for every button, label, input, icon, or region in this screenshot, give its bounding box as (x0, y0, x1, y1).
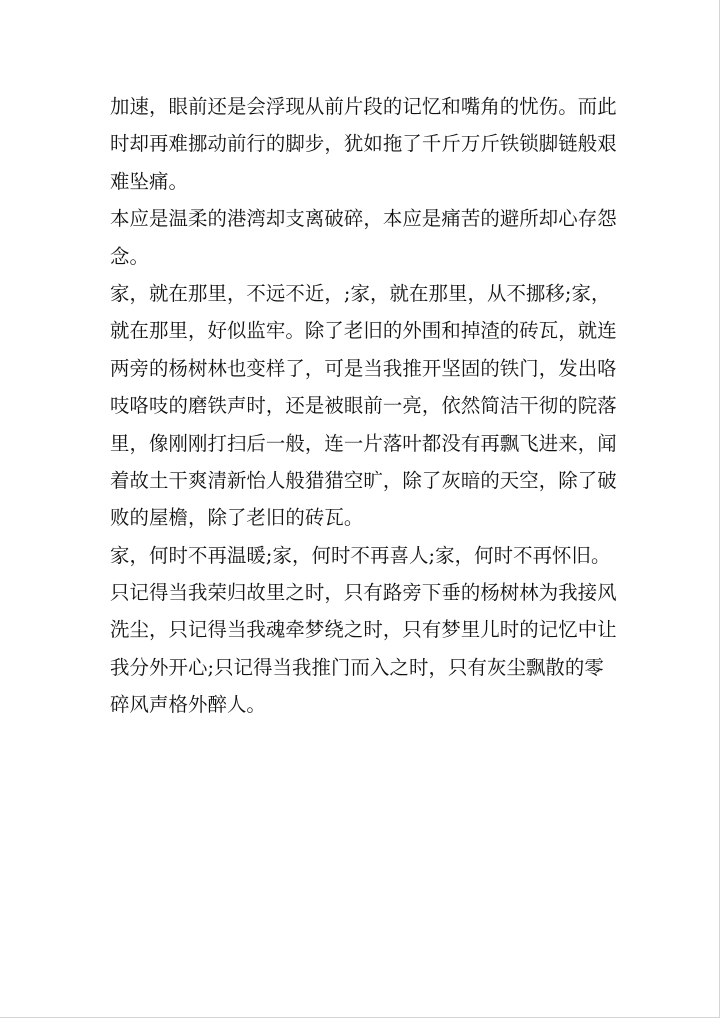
text-line: 洗尘，只记得当我魂牵梦绕之时，只有梦里儿时的记忆中让 (110, 618, 617, 642)
text-line: 就在那里，好似监牢。除了老旧的外围和掉渣的砖瓦，就连 (110, 319, 617, 343)
text-line: 里，像刚刚打扫后一般，连一片落叶都没有再飘飞进来，闻 (110, 431, 617, 455)
text-line: 时却再难挪动前行的脚步，犹如拖了千斤万斤铁锁脚链般艰 (110, 132, 617, 156)
text-line: 加速，眼前还是会浮现从前片段的记忆和嘴角的忧伤。而此 (110, 95, 617, 118)
text-line: 两旁的杨树林也变样了，可是当我推开坚固的铁门，发出咯 (110, 356, 617, 380)
text-line: 着故土干爽清新怡人般猎猎空旷，除了灰暗的天空，除了破 (110, 468, 617, 492)
text-line: 败的屋檐，除了老旧的砖瓦。 (110, 506, 364, 530)
text-line: 念。 (110, 244, 149, 268)
document-body (110, 88, 626, 724)
text-line: 本应是温柔的港湾却支离破碎，本应是痛苦的避所却心存怨 (110, 207, 617, 231)
text-line: 家，何时不再温暖;家，何时不再喜人;家，何时不再怀旧。 (110, 543, 611, 567)
text-line: 难坠痛。 (110, 169, 188, 193)
text-line: 只记得当我荣归故里之时，只有路旁下垂的杨树林为我接风 (110, 581, 617, 605)
text-line: 吱咯吱的磨铁声时，还是被眼前一亮，依然简洁干彻的院落 (110, 394, 617, 418)
text-line: 家，就在那里，不远不近，;家，就在那里，从不挪移;家， (110, 281, 611, 305)
text-line: 碎风声格外醉人。 (110, 693, 266, 717)
text-line: 我分外开心;只记得当我推门而入之时，只有灰尘飘散的零 (110, 655, 604, 679)
